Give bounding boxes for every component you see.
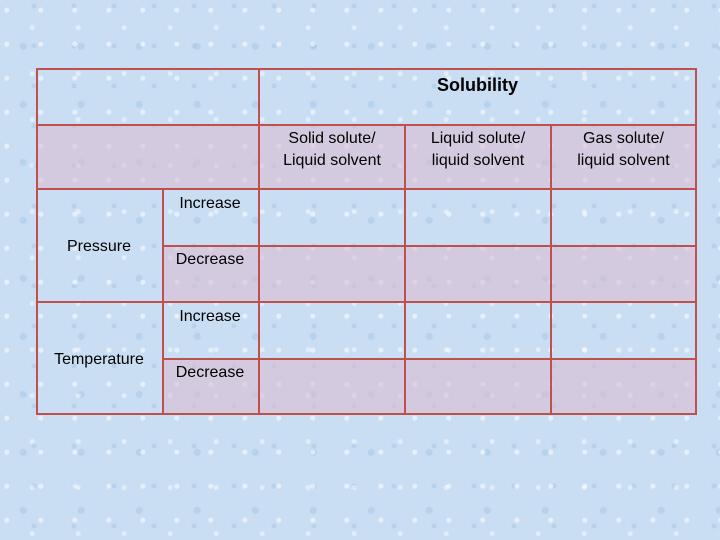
- temperature-increase-label: Increase: [179, 308, 241, 325]
- pressure-increase-gas: [550, 188, 697, 247]
- column-header-corner-cell: [36, 124, 260, 190]
- temperature-increase-gas: [550, 301, 697, 360]
- temperature-decrease-gas: [550, 358, 697, 415]
- pressure-increase-liquid: [404, 188, 552, 247]
- pressure-decrease-solid: [258, 245, 406, 303]
- pressure-increase-label: Increase: [179, 195, 241, 212]
- pressure-decrease-gas: [550, 245, 697, 303]
- pressure-decrease-label: Decrease: [175, 251, 245, 268]
- column-solid-line2: Liquid solvent: [283, 152, 381, 169]
- column-liquid-line1: Liquid solute/: [430, 130, 526, 147]
- temperature-increase-solid: [258, 301, 406, 360]
- pressure-decrease-liquid: [404, 245, 552, 303]
- temperature-decrease-liquid: [404, 358, 552, 415]
- temperature-decrease-solid: [258, 358, 406, 415]
- header-corner-cell: [36, 68, 260, 126]
- row-label-temperature: Temperature: [54, 351, 144, 368]
- table-title: Solubility: [437, 75, 518, 95]
- column-liquid-line2: liquid solvent: [431, 152, 525, 169]
- row-label-pressure: Pressure: [66, 238, 132, 255]
- column-solid-line1: Solid solute/: [288, 130, 376, 147]
- pressure-increase-solid: [258, 188, 406, 247]
- temperature-increase-liquid: [404, 301, 552, 360]
- temperature-decrease-label: Decrease: [175, 364, 245, 381]
- column-gas-line1: Gas solute/: [583, 130, 664, 147]
- column-gas-line2: liquid solvent: [577, 152, 670, 169]
